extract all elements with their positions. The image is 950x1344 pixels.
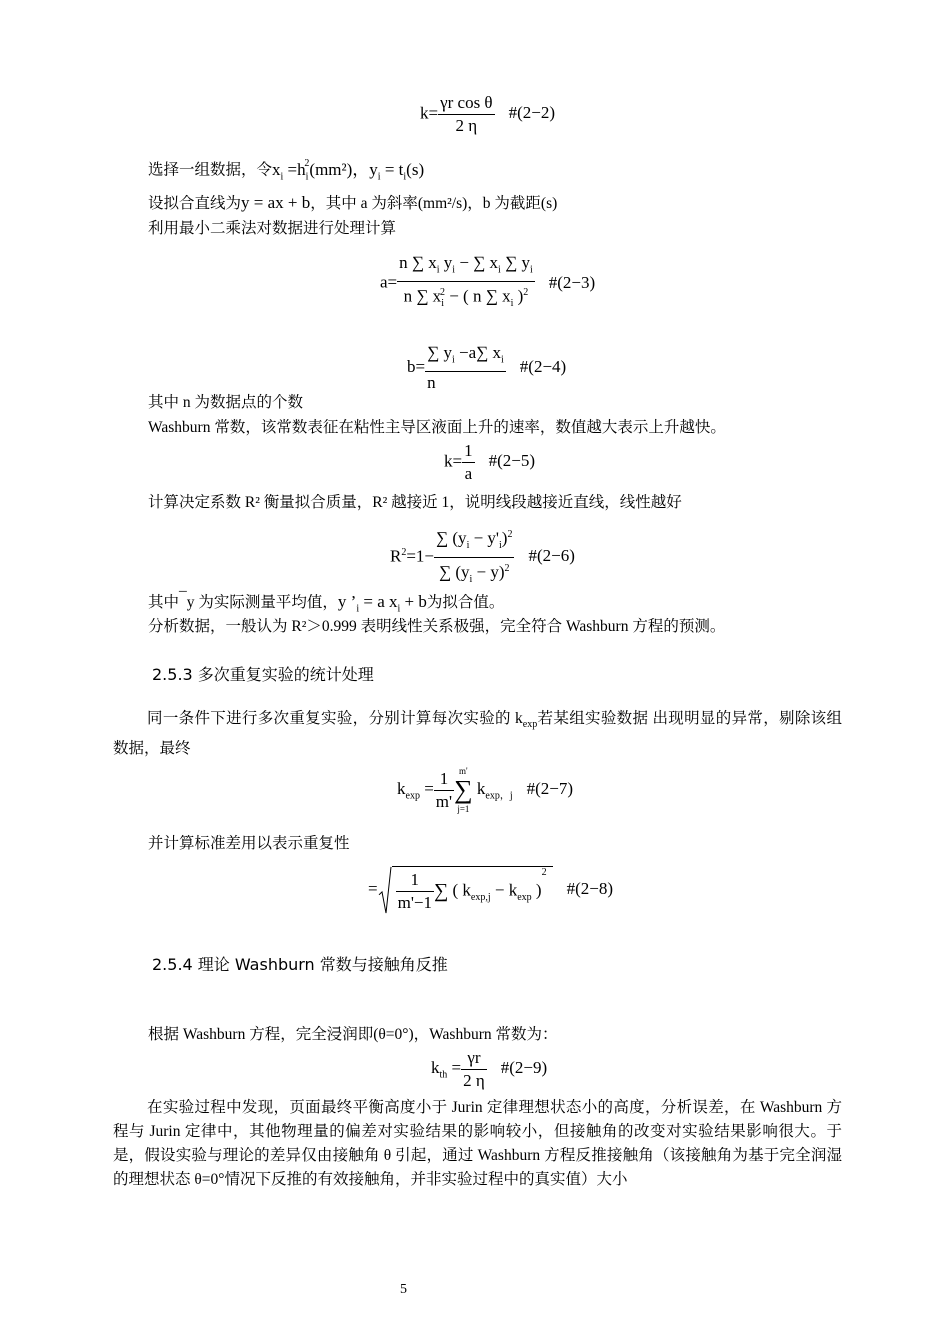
eq-denominator: a	[464, 464, 473, 483]
eq-denominator: m'	[435, 791, 453, 811]
eq-tag: #(2−6)	[528, 546, 575, 566]
sqrt-symbol: $\frac{1}{m'-1}$ ∑ ( $k_{exp,j} - k_{exp}$ )$^2$	[378, 866, 553, 914]
eq-lhs: k=	[444, 451, 463, 471]
repeat-experiment-paragraph	[113, 707, 842, 761]
eq-lhs: =	[368, 878, 378, 898]
eq-numerator: γr	[461, 1047, 487, 1070]
equation-2-9: $k_{th}$ = $\frac{\gamma r}{2 \eta}$ #(2−9)	[431, 1048, 548, 1090]
eq-lhs: a=	[380, 272, 398, 292]
n-definition-line: 其中 n 为数据点的个数	[148, 394, 304, 411]
washburn-constant-line: Washburn 常数，该常数表征在粘性主导区液面上升的速率，数值越大表示上升越快。	[148, 419, 726, 436]
line-text: 其中	[148, 594, 180, 611]
equation-2-2	[420, 92, 555, 137]
eq-numerator: γr cos θ	[438, 92, 494, 115]
mean-definition-line: 其中¯y 为实际测量平均值，y $’_i = a$ $x_i + b$为拟合值。	[148, 590, 505, 615]
page-number: 5	[400, 1282, 407, 1297]
equation-2-7: $k_{exp}$ = $\frac{1}{m'}$ m' ∑ j=1 $k_{exp,j}$ #(2−7)	[397, 766, 574, 814]
line-text: 设拟合直线为	[148, 195, 242, 212]
eq-denominator: n ∑ $x_i^2$ − ( n ∑ $x_i$ )$^2$	[403, 287, 529, 310]
data-selection-line: 选择一组数据，令$x_i =h_i^2(mm^2)$，$y_i = t_i(s)$	[148, 158, 425, 183]
analysis-line: 分析数据，一般认为 R²＞0.999 表明线性关系极强，完全符合 Washburn 方程的预测。	[148, 618, 726, 635]
equation-2-6: $R^2=1-$ $\frac{\sum (y_i - y'_i)^2}{\sum (y_i - y)^2}$ #(2−6)	[390, 524, 575, 591]
eq-tag: #(2−2)	[508, 103, 555, 123]
contact-angle-paragraph: 在实验过程中发现，页面最终平衡高度小于 Jurin 定律理想状态小的高度，分析误差，在 Washburn 方程与 Jurin 定律中，其他物理量的偏差对实验结果的影响较小，但接触角的改变对实验结果影响很大。于是，假设实验与理论的差异仅由接触角 θ 引起，通过 Washburn 方程反推接触角（该接触角为基于完全润湿的理想状态 θ=0°情况下反推的有效接触角，并非实验过程中的真实值）大小	[113, 1099, 842, 1188]
para-subscript: exp	[522, 719, 538, 731]
eq-denominator: ∑ $(y_i - y)^2$	[438, 562, 510, 586]
least-squares-line: 利用最小二乘法对数据进行处理计算	[148, 220, 397, 237]
eq-tag: #(2−4)	[519, 357, 567, 377]
r-squared-line: 计算决定系数 R² 衡量拟合质量，R² 越接近 1，说明线段越接近直线，线性越好	[148, 494, 682, 511]
line-text: 为拟合值。	[426, 594, 505, 611]
fit-line-definition: 设拟合直线为y = ax + b，其中 a 为斜率(mm²/s)，b 为截距(s)	[148, 193, 558, 212]
eq-numerator: ∑ $y_i -a\sum$ $x_i$	[425, 342, 506, 372]
eq-denominator: 2 η	[455, 116, 478, 135]
eq-tag: #(2−3)	[548, 272, 596, 292]
eq-numerator: 1	[462, 440, 475, 463]
equation-2-5	[444, 440, 535, 485]
eq-lhs: k=	[420, 103, 439, 123]
line-text: y 为实际测量平均值，	[186, 594, 338, 611]
eq-denominator: 2 η	[463, 1071, 485, 1090]
eq-tag: #(2−5)	[488, 451, 536, 471]
eq-lhs: b=	[407, 357, 426, 377]
section-heading-2-5-4: 2.5.4 理论 Washburn 常数与接触角反推	[152, 955, 448, 974]
eq-tag: #(2−8)	[566, 878, 614, 898]
equation-2-3	[380, 252, 595, 315]
equation-2-8	[368, 866, 613, 914]
section-heading-2-5-3: 2.5.3 多次重复实验的统计处理	[152, 665, 374, 684]
eq-numerator: n ∑ $x_i$ $y_i$ − ∑ $x_i$ ∑ $y_i$	[397, 252, 535, 282]
eq-numerator: 1	[434, 768, 454, 791]
line-text: 选择一组数据，令	[148, 161, 273, 179]
washburn-theory-line: 根据 Washburn 方程，完全浸润即(θ=0°)，Washburn 常数为：	[148, 1026, 558, 1043]
para-text: 若某组实验数据 出现明显的异常，剔除该组数据，最终	[113, 710, 842, 758]
std-dev-line: 并计算标准差用以表示重复性	[148, 835, 350, 852]
para-text: 同一条件下进行多次重复实验，分别计算每次实验的 k	[147, 710, 523, 727]
eq-tag: #(2−9)	[500, 1058, 548, 1078]
eq-numerator: ∑ $(y_i - y'_i)^2$	[434, 524, 514, 558]
eq-mid: =1−	[406, 546, 435, 566]
line-text: ，其中 a 为斜率(mm²/s)，b 为截距(s)	[310, 195, 558, 212]
eq-lhs: R	[390, 546, 402, 566]
eq-denominator: n	[427, 373, 436, 393]
equation-2-4	[407, 342, 566, 394]
eq-tag: #(2−7)	[526, 778, 574, 798]
sum-symbol: m' ∑ j=1	[454, 766, 473, 814]
